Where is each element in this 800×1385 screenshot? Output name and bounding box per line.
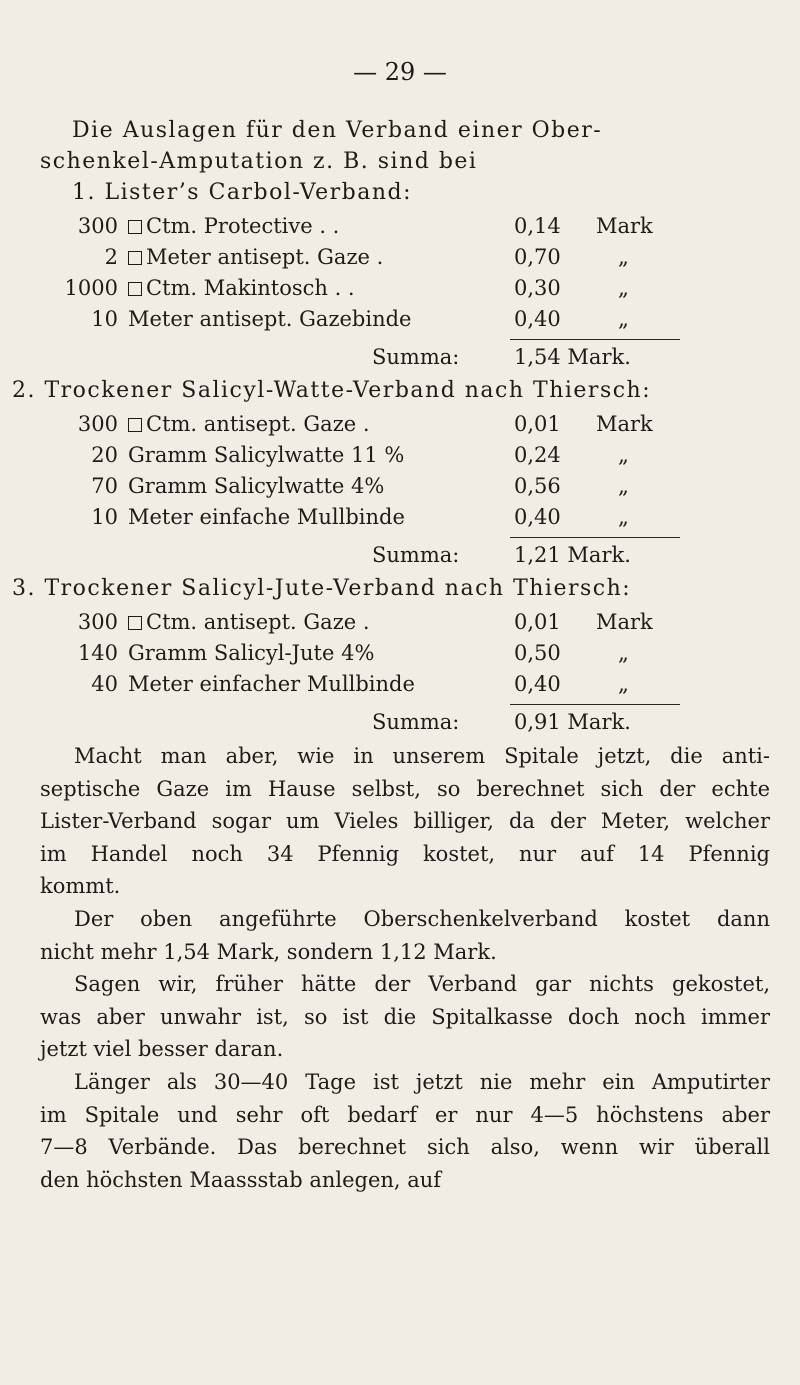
row-item-text: Ctm. antisept. Gaze . [146, 412, 370, 436]
square-unit-icon [128, 616, 142, 630]
section-3-title: 3. Trockener Salicyl-Jute-Verband nach Thiersch: [12, 576, 632, 601]
row-price: 0,01 [514, 610, 561, 634]
paragraph-3 [40, 968, 770, 1066]
row-quantity: 1000 [64, 276, 118, 300]
row-item [128, 245, 383, 269]
row-unit: „ [618, 307, 629, 331]
row-item [128, 412, 370, 436]
row-quantity: 300 [77, 412, 118, 436]
row-quantity: 300 [77, 610, 118, 634]
row-price: 0,14 [514, 214, 561, 238]
row-quantity: 10 [91, 505, 118, 529]
row-unit: „ [618, 672, 629, 696]
row-quantity: 40 [91, 672, 118, 696]
row-item [128, 276, 355, 300]
sum-label: Summa: [372, 543, 460, 567]
text-line: 7—8 Verbände. Das berechnet sich also, wenn wir überall [40, 1135, 770, 1159]
text-line: septische Gaze im Hause selbst, so berechnet sich der echte [40, 776, 770, 801]
text-line: den höchsten Maassstab anlegen, auf [40, 1167, 442, 1192]
row-price: 0,70 [514, 245, 561, 269]
row-item-text: Meter antisept. Gaze . [146, 245, 384, 269]
row-quantity: 10 [91, 307, 118, 331]
text-line: Sagen wir, früher hätte der Verband gar nichts gekostet, [74, 972, 770, 996]
section-3-sum-value: 0,91 Mark. [514, 710, 631, 734]
sum-rule [510, 339, 680, 340]
paragraph-2 [40, 903, 770, 968]
section-2-sum [372, 543, 459, 567]
intro-line-1: Die Auslagen für den Verband einer Ober- [72, 118, 603, 143]
text-line: Macht man aber, wie in unserem Spitale jetzt, die anti- [74, 744, 770, 768]
square-unit-icon [128, 282, 142, 296]
section-3-sum [372, 710, 459, 734]
text-line: jetzt viel besser daran. [40, 1037, 284, 1061]
row-price: 0,40 [514, 672, 561, 696]
row-unit: „ [618, 443, 629, 467]
row-unit: „ [618, 245, 629, 269]
row-quantity: 300 [77, 214, 118, 238]
row-item-text: Ctm. antisept. Gaze . [146, 610, 370, 634]
section-1-sum-value: 1,54 Mark. [514, 345, 631, 369]
row-item: Meter einfacher Mullbinde [128, 672, 415, 696]
section-1-title: 1. Lister’s Carbol-Verband: [72, 180, 413, 205]
text-line: Lister-Verband sogar um Vieles billiger, da der Meter, welcher [40, 809, 770, 833]
row-quantity: 20 [91, 443, 118, 467]
row-unit: Mark [596, 412, 653, 436]
page-number: — 29 — [353, 58, 447, 86]
row-unit: „ [618, 641, 629, 665]
row-price: 0,30 [514, 276, 561, 300]
row-item: Gramm Salicyl-Jute 4% [128, 641, 375, 665]
sum-rule [510, 537, 680, 538]
section-1-sum [372, 345, 459, 369]
paragraph-1 [40, 740, 770, 903]
row-price: 0,24 [514, 443, 561, 467]
text-line: was aber unwahr ist, so ist die Spitalkasse doch noch immer [40, 1004, 770, 1029]
row-price: 0,40 [514, 307, 561, 331]
paragraph-4 [40, 1066, 770, 1196]
row-unit: Mark [596, 214, 653, 238]
text-line: im Spitale und sehr oft bedarf er nur 4—5 höchstens aber [40, 1102, 770, 1127]
row-price: 0,40 [514, 505, 561, 529]
square-unit-icon [128, 251, 142, 265]
row-quantity: 140 [77, 641, 118, 665]
section-2-title: 2. Trockener Salicyl-Watte-Verband nach Thiersch: [12, 378, 652, 403]
row-item-text: Ctm. Protective . . [146, 214, 340, 238]
text-line: im Handel noch 34 Pfennig kostet, nur auf 14 Pfennig [40, 841, 770, 866]
row-item [128, 214, 339, 238]
row-unit: Mark [596, 610, 653, 634]
row-price: 0,01 [514, 412, 561, 436]
row-price: 0,50 [514, 641, 561, 665]
row-item-text: Ctm. Makintosch . . [146, 276, 355, 300]
row-quantity: 2 [104, 245, 118, 269]
row-item [128, 610, 370, 634]
sum-label: Summa: [372, 710, 460, 734]
row-price: 0,56 [514, 474, 561, 498]
square-unit-icon [128, 418, 142, 432]
text-line: kommt. [40, 874, 121, 898]
row-unit: „ [618, 276, 629, 300]
row-unit: „ [618, 474, 629, 498]
sum-rule [510, 704, 680, 705]
row-item: Meter antisept. Gazebinde [128, 307, 412, 331]
sum-label: Summa: [372, 345, 460, 369]
row-quantity: 70 [91, 474, 118, 498]
text-line: nicht mehr 1,54 Mark, sondern 1,12 Mark. [40, 939, 497, 964]
square-unit-icon [128, 220, 142, 234]
row-item: Meter einfache Mullbinde [128, 505, 405, 529]
section-2-sum-value: 1,21 Mark. [514, 543, 631, 567]
text-line: Der oben angeführte Oberschenkelverband kostet dann [74, 907, 770, 931]
row-item: Gramm Salicylwatte 4% [128, 474, 385, 498]
text-line: Länger als 30—40 Tage ist jetzt nie mehr ein Amputirter [74, 1070, 770, 1094]
intro-line-2: schenkel-Amputation z. B. sind bei [40, 149, 478, 174]
row-unit: „ [618, 505, 629, 529]
row-item: Gramm Salicylwatte 11 % [128, 443, 405, 467]
